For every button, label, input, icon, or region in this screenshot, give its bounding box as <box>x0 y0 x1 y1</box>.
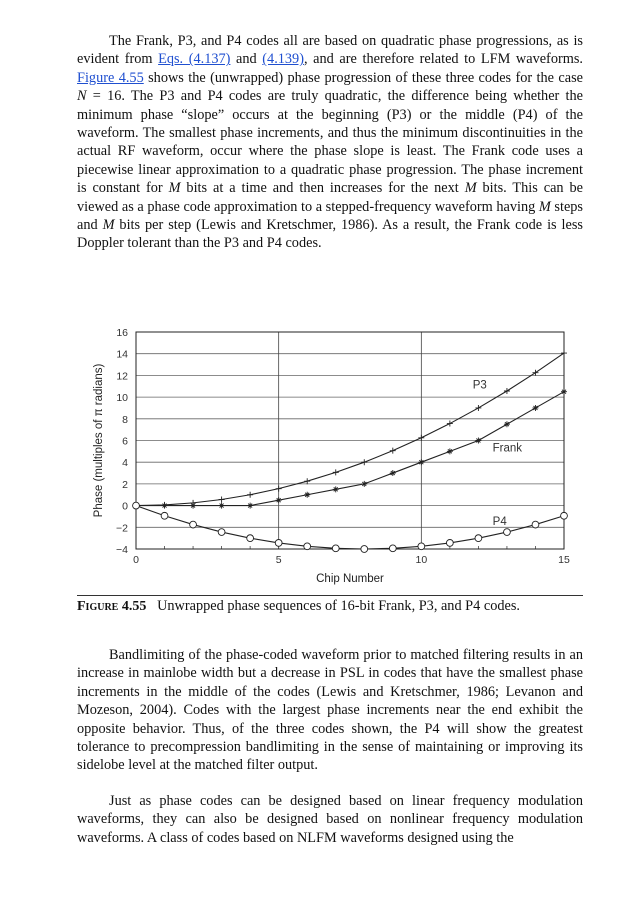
p3-point <box>504 388 510 394</box>
p1-text-5: = 16. The P3 and P4 codes are truly quadratic, the difference being whether the minimum phase “slope” occurs at the beginning (P3) or the middle (P4) of the waveform. The smallest phase increments, and thus the minimum discontinuities in the actual RF waveform, occur where the phase slope is least. The Frank code uses a piecewise linear approximation to a quadratic phase progression. The phase increment is constant for <box>77 88 583 197</box>
p3-point <box>475 405 481 411</box>
y-tick-label: −4 <box>116 544 128 556</box>
p4-point <box>161 512 168 519</box>
y-tick-label: 6 <box>122 435 128 448</box>
frank-point <box>532 405 538 411</box>
frank-point <box>504 421 510 427</box>
var-m: M <box>168 180 181 197</box>
caption-label: Figure 4.55 <box>77 599 147 614</box>
p3-point <box>247 492 253 498</box>
y-tick-label: 8 <box>122 413 128 426</box>
y-tick-label: 0 <box>122 500 128 513</box>
paragraph-3 <box>77 792 583 847</box>
frank-series-label: Frank <box>492 442 523 455</box>
p4-point <box>532 521 539 528</box>
phase-chart <box>80 322 600 594</box>
var-m: M <box>464 180 477 197</box>
frank-point <box>361 481 367 487</box>
p3-series-label: P3 <box>472 379 487 392</box>
p1-text-1: The Frank, P3, and P4 codes all are based on quadratic phase progressions, as is evident from <box>77 33 583 68</box>
p3-point <box>276 486 282 492</box>
p4-point <box>218 529 225 536</box>
frank-point <box>333 486 339 492</box>
var-n: N <box>77 88 87 105</box>
p4-point <box>332 545 339 552</box>
p4-point <box>561 512 568 519</box>
p2-text: Bandlimiting of the phase-coded waveform prior to matched filtering results in an increase in mainlobe width but a decrease in PSL in codes that have the smallest phase increments in the middle of the codes (Lewis and Kretschmer, 1986; Levanon and Mozeson, 2004). Codes with the largest phase increments near the end exhibit the opposite behavior. Thus, of the three codes shown, the P4 will show the greatest tolerance to precompression bandlimiting in the sense of maintaining or improving its sidelobe level at the matched filter output. <box>77 647 583 774</box>
frank-point <box>447 448 453 454</box>
y-tick-label: 4 <box>122 457 128 470</box>
p3-point <box>361 459 367 465</box>
p4-point <box>389 545 396 552</box>
p3-point <box>219 496 225 502</box>
y-tick-label: 2 <box>122 478 128 491</box>
p4-point <box>361 546 368 553</box>
frank-point <box>162 503 168 509</box>
p3-point <box>333 469 339 475</box>
p1-text-2: and <box>230 51 263 68</box>
eq-4-137-link[interactable]: Eqs. (4.137) <box>158 51 231 68</box>
p3-text: Just as phase codes can be designed based on linear frequency modulation waveforms, they can also be designed based on nonlinear frequency modulation waveforms. A class of codes based on NLFM waveforms designed using the <box>77 793 583 846</box>
var-m: M <box>102 217 115 234</box>
frank-point <box>475 438 481 444</box>
frank-point <box>276 497 282 503</box>
x-axis-label: Chip Number <box>316 573 384 585</box>
p4-point <box>247 535 254 542</box>
p4-point <box>446 539 453 546</box>
paragraph-1 <box>77 32 583 253</box>
y-tick-label: 14 <box>116 348 128 361</box>
frank-point <box>304 492 310 498</box>
figure-4-55-link[interactable]: Figure 4.55 <box>77 69 144 86</box>
p1-text-9: bits per step (Lewis and Kretschmer, 1986). As a result, the Frank code is less Doppler tolerant than the P3 and P4 codes. <box>77 217 583 252</box>
p4-point <box>275 539 282 546</box>
x-tick-label: 0 <box>133 554 139 566</box>
p4-point <box>133 502 140 509</box>
p3-point <box>418 435 424 441</box>
y-tick-label: 16 <box>116 327 128 339</box>
p4-point <box>475 535 482 542</box>
p4-point <box>418 543 425 550</box>
p4-point <box>190 521 197 528</box>
p1-text-6: bits at a time and then increases for the next <box>180 180 465 197</box>
figure-caption <box>77 595 583 615</box>
y-axis-label: Phase (multiples of π radians) <box>93 363 105 518</box>
p4-point <box>304 543 311 550</box>
frank-point <box>247 503 253 509</box>
p3-point <box>304 478 310 484</box>
frank-point <box>561 389 567 395</box>
x-tick-label: 15 <box>558 554 570 566</box>
p4-point <box>504 529 511 536</box>
p3-point <box>390 448 396 454</box>
p3-series-line <box>136 353 564 506</box>
eq-4-139-link[interactable]: (4.139) <box>262 51 304 68</box>
p3-point <box>447 421 453 427</box>
y-tick-label: 10 <box>116 392 128 405</box>
p4-series-label: P4 <box>492 516 507 529</box>
var-m: M <box>538 198 551 215</box>
p1-text-8: steps and <box>77 198 583 234</box>
caption-text: Unwrapped phase sequences of 16-bit Frank, P3, and P4 codes. <box>157 598 520 614</box>
frank-point <box>219 503 225 509</box>
x-tick-label: 10 <box>415 554 428 566</box>
p1-text-7: bits. This can be viewed as a phase code approximation to a stepped-frequency waveform having <box>77 180 583 215</box>
paragraph-2 <box>77 646 583 775</box>
frank-point <box>390 470 396 476</box>
x-tick-label: 5 <box>275 554 282 566</box>
y-tick-label: 12 <box>116 370 128 383</box>
frank-point <box>418 459 424 465</box>
p1-text-4: shows the (unwrapped) phase progression of these three codes for the case <box>143 69 583 86</box>
y-tick-label: −2 <box>116 522 128 535</box>
p1-text-3: , and are therefore related to LFM waveforms. <box>303 51 583 68</box>
